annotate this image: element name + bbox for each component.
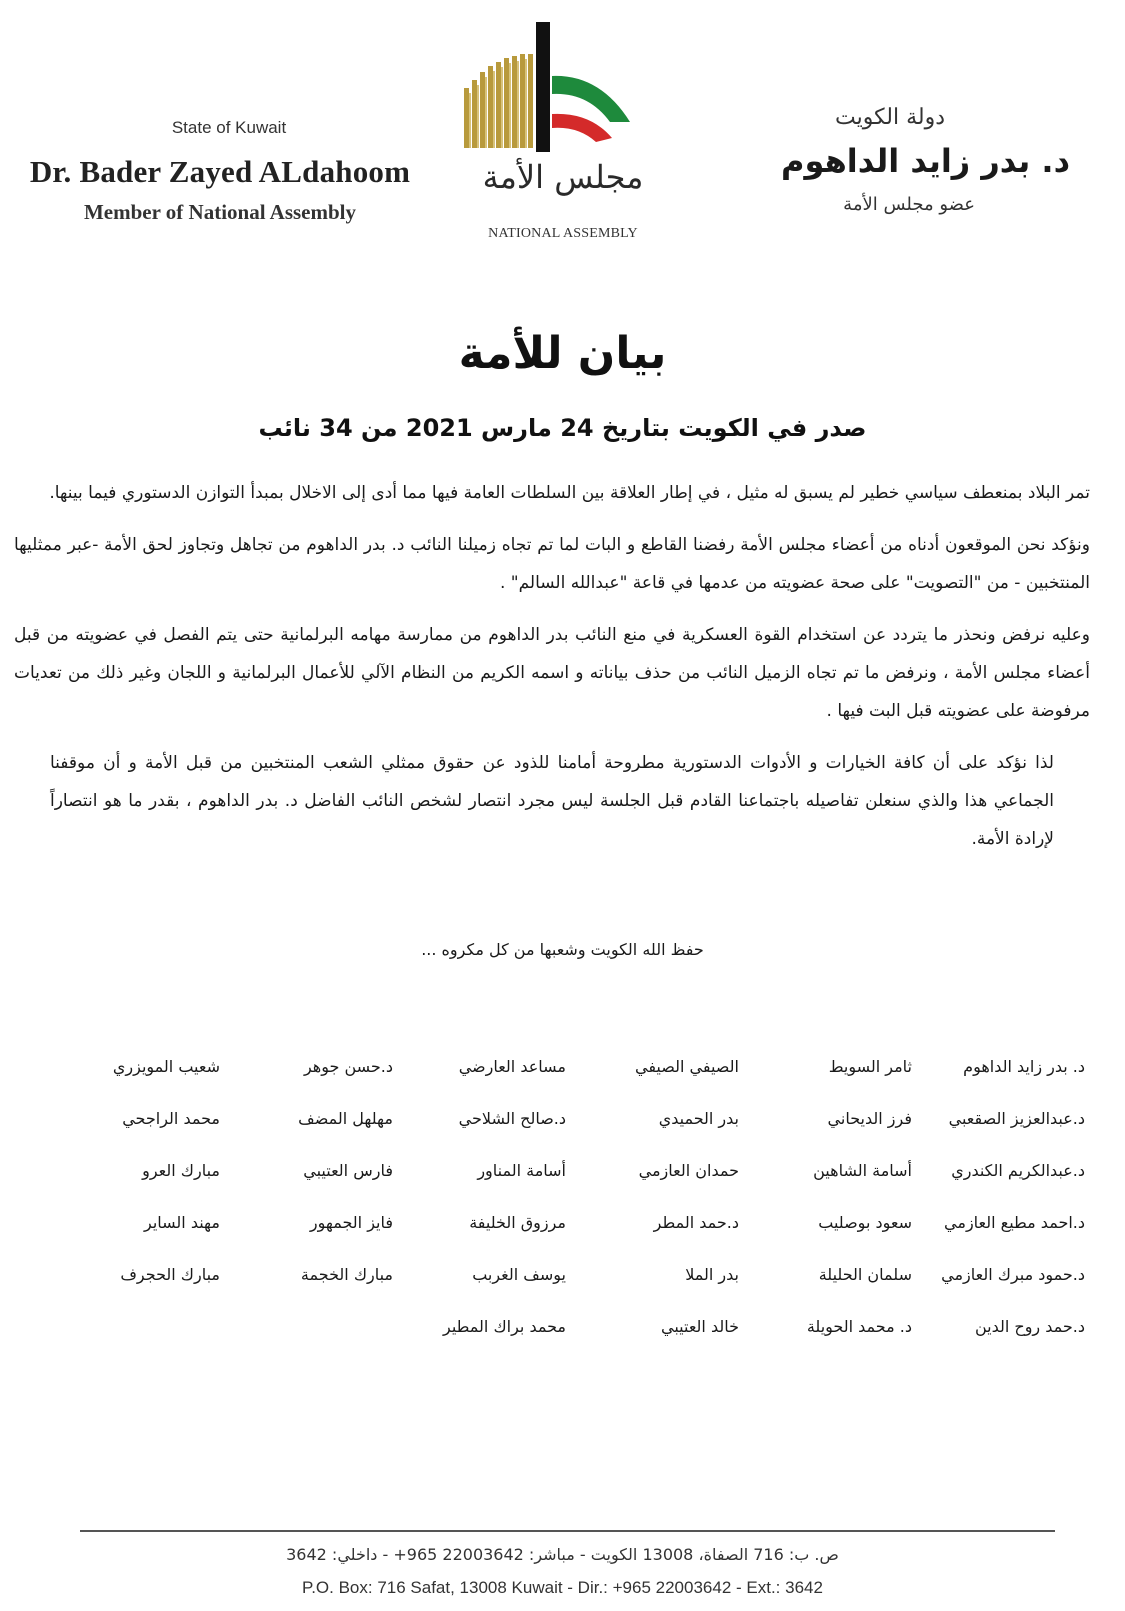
signatory-name: فارس العتيبي: [303, 1160, 393, 1180]
signatory-name: بدر الملا: [685, 1264, 739, 1284]
member-name-en: Dr. Bader Zayed ALdahoom: [29, 154, 411, 189]
signatories-list: [40, 1040, 1085, 1352]
signatory-name: د.حمد المطر: [653, 1212, 739, 1232]
paragraph: ونؤكد نحن الموقعون أدناه من أعضاء مجلس الأمة رفضنا القاطع و البات لما تم تجاه زميلنا النائب د. بدر الداهوم من تجاهل وتجاوز لحق الأمة -عبر ممثليها المنتخبين - من "التصويت" على صحة عضويته من عدمها في قاعة "عبدالله السالم" .: [14, 535, 1090, 593]
state-label-en: State of Kuwait: [171, 118, 287, 137]
logo-text-en: NATIONAL ASSEMBLY: [488, 226, 638, 241]
signatory-name: بدر الحميدي: [658, 1108, 739, 1128]
black-bar: [536, 22, 550, 152]
header-english: [20, 118, 420, 225]
member-role-ar: عضو مجلس الأمة: [843, 194, 975, 215]
paragraph: وعليه نرفض ونحذر ما يتردد عن استخدام القوة العسكرية في منع النائب بدر الداهوم من ممارسة مهامه البرلمانية حتى يتم الفصل في عضويته من قبل أعضاء مجلس الأمة ، ونرفض ما تم تجاه الزميل النائب من حذف بياناته و اسمه الكريم من النظام الآلي للأعمال البرلمانية و اللجان وغير ذلك من تعديات مرفوضة على عضويته قبل البت فيها .: [14, 625, 1090, 721]
signatory-name: مهلهل المضف: [298, 1108, 393, 1128]
signatory-row: [40, 1300, 1085, 1352]
signatory-name: مبارك الخجمة: [300, 1264, 393, 1284]
closing-prayer: حفظ الله الكويت وشعبها من كل مكروه ...: [421, 940, 704, 959]
signatory-name: د.عبدالعزيز الصقعبي: [948, 1108, 1085, 1128]
signatory-name: مبارك الحجرف: [120, 1264, 220, 1284]
gold-pillars: [464, 54, 533, 148]
member-role-en: Member of National Assembly: [83, 200, 356, 224]
paragraph: لذا نؤكد على أن كافة الخيارات و الأدوات الدستورية مطروحة أمامنا للذود عن حقوق ممثلي الشعب المنتخبين من قبل الأمة و أن موقفنا الجماعي هذا والذي سنعلن تفاصيله باجتماعنا القادم قبل الجلسة ليس مجرد انتصار لشخص النائب الفاضل د. بدر الداهوم ، بقدر ما هو انتصاراً لإرادة الأمة.: [50, 753, 1054, 849]
statement-subtitle: صدر في الكويت بتاريخ 24 مارس 2021 من 34 نائب: [258, 414, 867, 442]
signatory-name: د.حسن جوهر: [303, 1056, 393, 1076]
statement-body: [14, 474, 1090, 872]
signatory-name: يوسف الغربب: [472, 1264, 566, 1284]
signatory-name: ثامر السويط: [828, 1056, 912, 1076]
logo-text-ar: مجلس الأمة: [482, 158, 644, 196]
signatory-name: شعيب المويزري: [112, 1056, 220, 1076]
signatory-name: د.احمد مطيع العازمي: [944, 1212, 1085, 1232]
signatory-row: [40, 1248, 1085, 1300]
signatory-name: د.حمد روح الدين: [974, 1316, 1085, 1336]
signatory-name: محمد براك المطير: [443, 1316, 566, 1336]
signatory-row: [40, 1040, 1085, 1092]
signatory-row: [40, 1092, 1085, 1144]
signatory-name: مساعد العارضي: [458, 1056, 566, 1076]
header-arabic: [710, 105, 1070, 215]
signatory-name: د. محمد الحويلة: [806, 1316, 912, 1336]
signatory-name: د. بدر زايد الداهوم: [963, 1056, 1085, 1076]
signatory-name: الصيفي الصيفي: [635, 1056, 739, 1076]
signatory-name: مبارك العرو: [142, 1160, 220, 1180]
signatory-name: حمدان العازمي: [638, 1160, 739, 1180]
signatory-name: د.حمود مبرك العازمي: [941, 1264, 1085, 1284]
member-name-ar: د. بدر زايد الداهوم: [781, 142, 1070, 180]
signatory-name: د.عبدالكريم الكندري: [951, 1160, 1085, 1180]
signatory-name: مهند الساير: [143, 1212, 220, 1232]
paragraph: تمر البلاد بمنعطف سياسي خطير لم يسبق له مثيل ، في إطار العلاقة بين السلطات العامة فيها مما أدى إلى الاخلال بمبدأ التوازن الدستوري فيما بينها.: [49, 483, 1090, 503]
footer-divider: [80, 1530, 1055, 1532]
signatory-row: [40, 1144, 1085, 1196]
signatory-row: [40, 1196, 1085, 1248]
statement-title: بيان للأمة: [458, 328, 667, 379]
footer-address-ar: ص. ب: 716 الصفاة، 13008 الكويت - مباشر: 22003642 965+ - داخلي: 3642: [286, 1545, 839, 1564]
footer-address-en: P.O. Box: 716 Safat, 13008 Kuwait - Dir.: +965 22003642 - Ext.: 3642: [302, 1578, 823, 1597]
signatory-name: مرزوق الخليفة: [469, 1212, 566, 1232]
signatory-name: محمد الراجحي: [122, 1108, 220, 1128]
red-stripe: [552, 114, 612, 142]
signatory-name: د.صالح الشلاحي: [458, 1108, 566, 1128]
signatory-name: أسامة المناور: [477, 1160, 566, 1180]
signatory-name: سلمان الحليلة: [818, 1264, 912, 1284]
signatory-name: سعود بوصليب: [818, 1212, 912, 1232]
national-assembly-logo: [460, 18, 660, 248]
signatory-name: فايز الجمهور: [309, 1212, 393, 1232]
signatory-name: أسامة الشاهين: [813, 1160, 912, 1180]
state-label-ar: دولة الكويت: [835, 105, 945, 130]
signatory-name: فرز الديحاني: [827, 1108, 912, 1128]
signatory-name: خالد العتيبي: [661, 1316, 739, 1336]
